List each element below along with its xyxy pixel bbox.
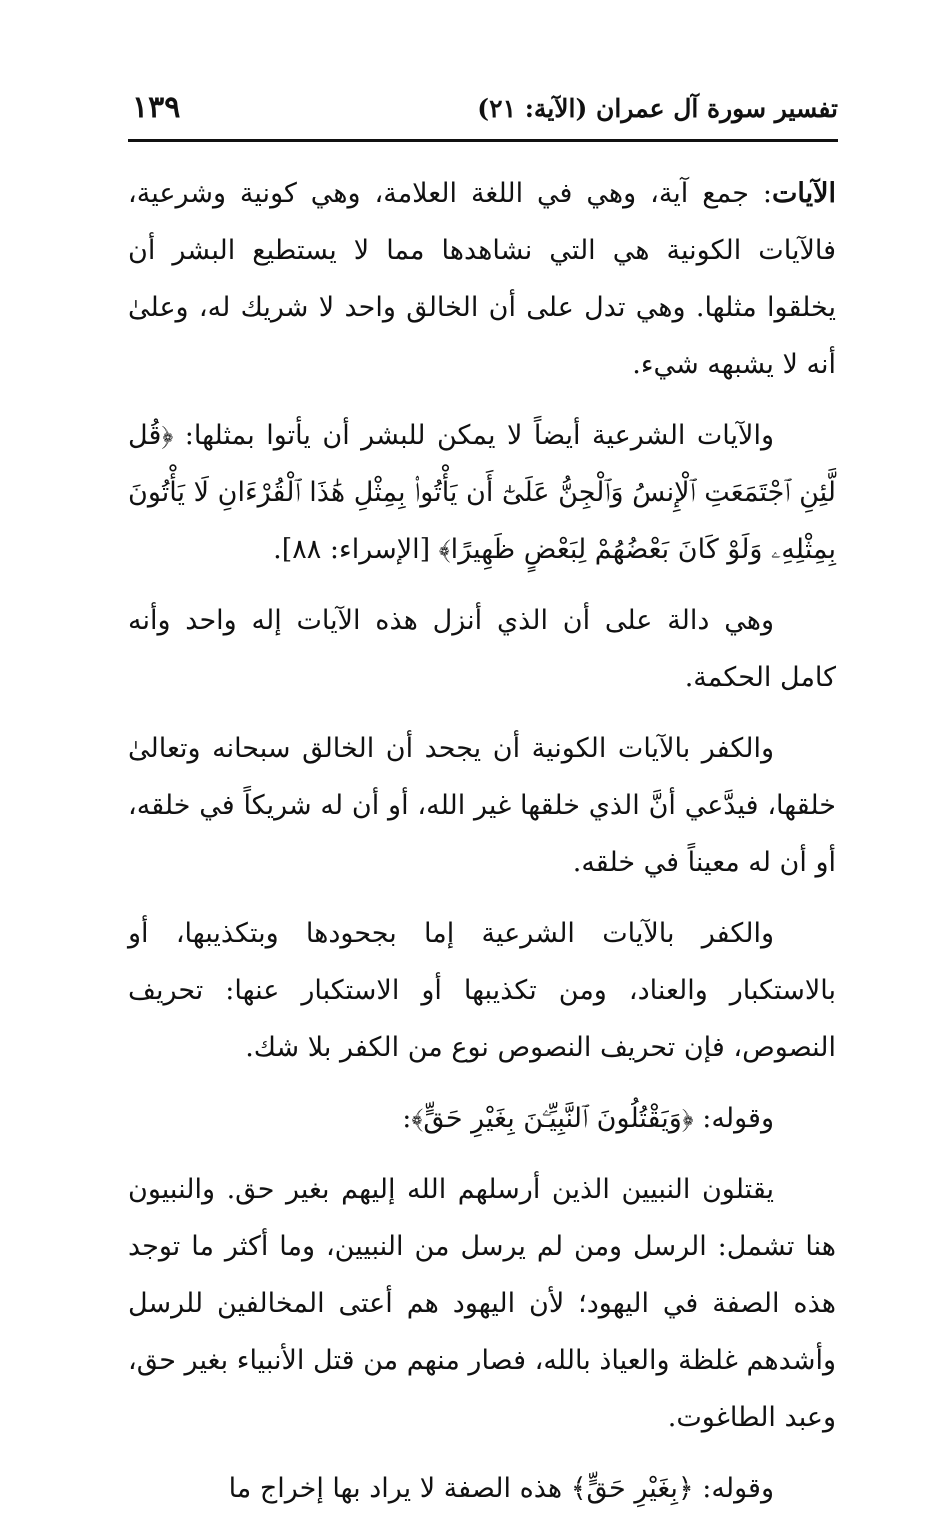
running-header xyxy=(128,88,838,128)
term-ayat: الآيات xyxy=(771,178,836,209)
paragraph-kufr-sharia: والكفر بالآيات الشرعية إما بجحودها وبتكذيبها، أو بالاستكبار والعناد، ومن تكذيبها أو الاستكبار عنها: تحريف النصوص، فإن تحريف النصوص نوع من الكفر بلا شك. xyxy=(128,918,836,1063)
paragraph-sharia-signs: والآيات الشرعية أيضاً لا يمكن للبشر أن يأتوا بمثلها: ﴿قُل لَّئِنِ ٱجْتَمَعَتِ ٱلْإِنسُ وَٱلْجِنُّ عَلَىٰٓ أَن يَأْتُوا۟ بِمِثْلِ هَٰذَا ٱلْقُرْءَانِ لَا يَأْتُونَ بِمِثْلِهِۦ وَلَوْ كَانَ بَعْضُهُمْ لِبَعْضٍ ظَهِيرًا﴾ [الإسراء: ٨٨]. xyxy=(128,420,836,565)
paragraph-wisdom: وهي دالة على أن الذي أنزل هذه الآيات إله واحد وأنه كامل الحكمة. xyxy=(128,605,836,693)
paragraph-kufr-kawniya: والكفر بالآيات الكونية أن يجحد أن الخالق سبحانه وتعالىٰ خلقها، فيدَّعي أنَّ الذي خلقها غير الله، أو أن له شريكاً في خلقه، أو أن له معيناً في خلقه. xyxy=(128,733,836,878)
body-text xyxy=(128,165,836,1531)
paragraph-prophets: يقتلون النبيين الذين أرسلهم الله إليهم بغير حق. والنبيون هنا تشمل: الرسل ومن لم يرسل من النبيين، وما أكثر ما توجد هذه الصفة في اليهود؛ لأن اليهود هم أعتى المخالفين للرسل وأشدهم غلظة والعياذ بالله، فصار منهم من قتل الأنبياء بغير حق، وعبد الطاغوت. xyxy=(128,1174,836,1433)
paragraph-bighayri-haqq: وقوله: ﴿بِغَيْرِ حَقٍّ﴾ هذه الصفة لا يراد بها إخراج ما xyxy=(228,1473,774,1504)
header-title: تفسير سورة آل عمران (الآية: ٢١) xyxy=(477,94,838,123)
header-rule xyxy=(128,139,838,142)
paragraph-definition xyxy=(128,165,836,393)
page-number: ١٣٩ xyxy=(132,90,181,125)
paragraph-definition-text: : جمع آية، وهي في اللغة العلامة، وهي كونية وشرعية، فالآيات الكونية هي التي نشاهدها مما لا يستطيع البشر أن يخلقوا مثلها. وهي تدل على أن الخالق واحد لا شريك له، وعلىٰ أنه لا يشبهه شيء. xyxy=(128,178,836,380)
paragraph-verse-quote: وقوله: ﴿وَيَقْتُلُونَ ٱلنَّبِيِّـۧنَ بِغَيْرِ حَقٍّ﴾: xyxy=(402,1103,774,1134)
